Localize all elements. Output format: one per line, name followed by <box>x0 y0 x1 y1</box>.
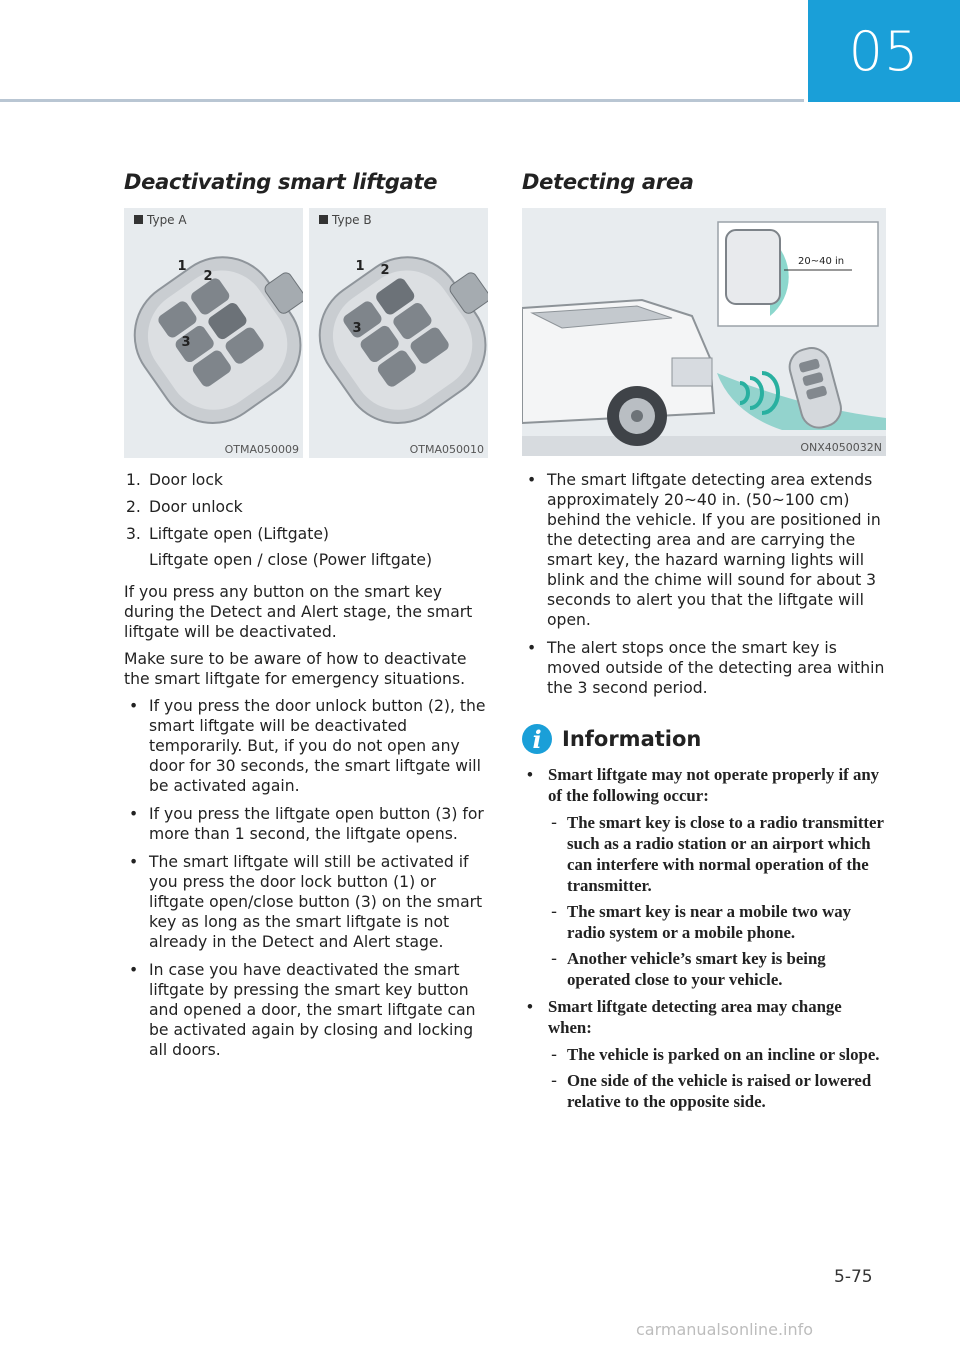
svg-text:1: 1 <box>355 259 365 274</box>
bullet-item: • If you press the door unlock button (2), the smart liftgate will be deactivated temporarily. But, if you do not open any door for 30 seconds, the smart liftgate will be activated again. <box>124 696 488 796</box>
left-column <box>124 170 488 1068</box>
bullet-item: • The alert stops once the smart key is moved outside of the detecting area within the 3 second period. <box>522 638 886 698</box>
info-sub-list <box>548 1044 886 1112</box>
right-column <box>522 170 886 1118</box>
figure-code: OTMA050009 <box>224 443 299 456</box>
info-icon: i <box>522 724 552 754</box>
svg-text:3: 3 <box>352 321 362 336</box>
figure-type-a-label: Type A <box>134 213 187 227</box>
info-sub-item: - The smart key is near a mobile two way radio system or a mobile phone. <box>548 901 886 943</box>
section-heading-detecting: Detecting area <box>522 170 694 194</box>
information-list <box>522 764 886 1112</box>
deactivation-body <box>124 582 488 1060</box>
detecting-area-figure <box>522 208 886 456</box>
figure-type-b <box>309 208 488 458</box>
chapter-tab <box>808 0 960 102</box>
page-number: 5-75 <box>834 1267 873 1287</box>
svg-text:3: 3 <box>181 335 191 350</box>
info-sub-item: - Another vehicle’s smart key is being operated close to your vehicle. <box>548 948 886 990</box>
detecting-bullets <box>522 470 886 698</box>
bullet-item: • The smart liftgate will still be activated if you press the door lock button (1) or liftgate open/close button (3) on the smart key as long as the smart liftgate is not already in the Detect and Alert stage. <box>124 852 488 952</box>
smart-key-type-a-illustration <box>124 208 303 458</box>
info-sub-list <box>548 812 886 990</box>
info-sub-item: - The smart key is close to a radio transmitter such as a radio station or an airport which can interfere with normal operation of the transmitter. <box>548 812 886 896</box>
figure-type-b-label: Type B <box>319 213 372 227</box>
list-item-sub: Liftgate open / close (Power liftgate) <box>149 551 433 569</box>
figure-type-a <box>124 208 303 458</box>
list-item: 1. Door lock <box>126 471 223 489</box>
chapter-number: 05 <box>848 19 920 83</box>
svg-text:2: 2 <box>380 263 390 278</box>
info-bullet: • Smart liftgate may not operate properly if any of the following occur: - The smart key is close to a radio transmitter such as a radio station or an airport which can interfere with normal operation of the transmitter. - The smart key is near a mobile two way radio system or a mobile phone. - Another vehicle’s smart key is being operated close to your vehicle. <box>522 764 886 990</box>
list-item: 3. Liftgate open (Liftgate) <box>126 525 330 543</box>
range-label: 20~40 in <box>798 256 845 267</box>
square-bullet-icon <box>134 215 143 224</box>
bullet-item: • In case you have deactivated the smart liftgate by pressing the smart key button and opened a door, the smart liftgate can be activated again by closing and locking all doors. <box>124 960 488 1060</box>
svg-text:1: 1 <box>177 259 187 274</box>
figure-code: OTMA050010 <box>409 443 484 456</box>
svg-text:2: 2 <box>203 269 213 284</box>
section-heading-deactivating: Deactivating smart liftgate <box>124 170 438 194</box>
square-bullet-icon <box>319 215 328 224</box>
deactivation-bullets <box>124 696 488 1060</box>
smart-key-type-b-illustration <box>309 208 488 458</box>
watermark-link[interactable]: carmanualsonline.info <box>636 1320 814 1339</box>
info-sub-item: - One side of the vehicle is raised or lowered relative to the opposite side. <box>548 1070 886 1112</box>
smart-key-figures <box>124 208 488 458</box>
vehicle-detecting-area-illustration <box>522 208 886 456</box>
paragraph: If you press any button on the smart key during the Detect and Alert stage, the smart liftgate will be deactivated. <box>124 583 473 641</box>
list-item: 2. Door unlock <box>126 498 243 516</box>
information-title: Information <box>562 727 702 751</box>
figure-code: ONX4050032N <box>800 441 882 454</box>
info-sub-item: - The vehicle is parked on an incline or slope. <box>548 1044 886 1065</box>
paragraph: Make sure to be aware of how to deactivate the smart liftgate for emergency situations. <box>124 650 467 688</box>
header-rule <box>0 99 804 102</box>
info-bullet: • Smart liftgate detecting area may change when: - The vehicle is parked on an incline or slope. - One side of the vehicle is raised or lowered relative to the opposite side. <box>522 996 886 1112</box>
bullet-item: • If you press the liftgate open button (3) for more than 1 second, the liftgate opens. <box>124 804 488 844</box>
information-header <box>522 724 886 754</box>
bullet-item: • The smart liftgate detecting area extends approximately 20~40 in. (50~100 cm) behind the vehicle. If you are positioned in the detecting area and are carrying the smart key, the hazard warning lights will blink and the chime will sound for about 3 seconds to alert you that the liftgate will open. <box>522 470 886 630</box>
button-legend-list <box>124 470 488 570</box>
